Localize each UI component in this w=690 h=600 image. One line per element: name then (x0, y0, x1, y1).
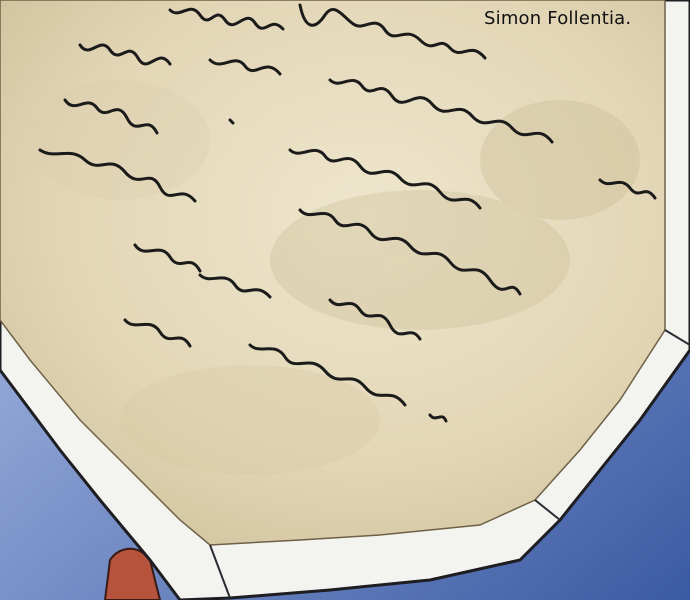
translation-label: Simon Follentia. (484, 8, 632, 29)
